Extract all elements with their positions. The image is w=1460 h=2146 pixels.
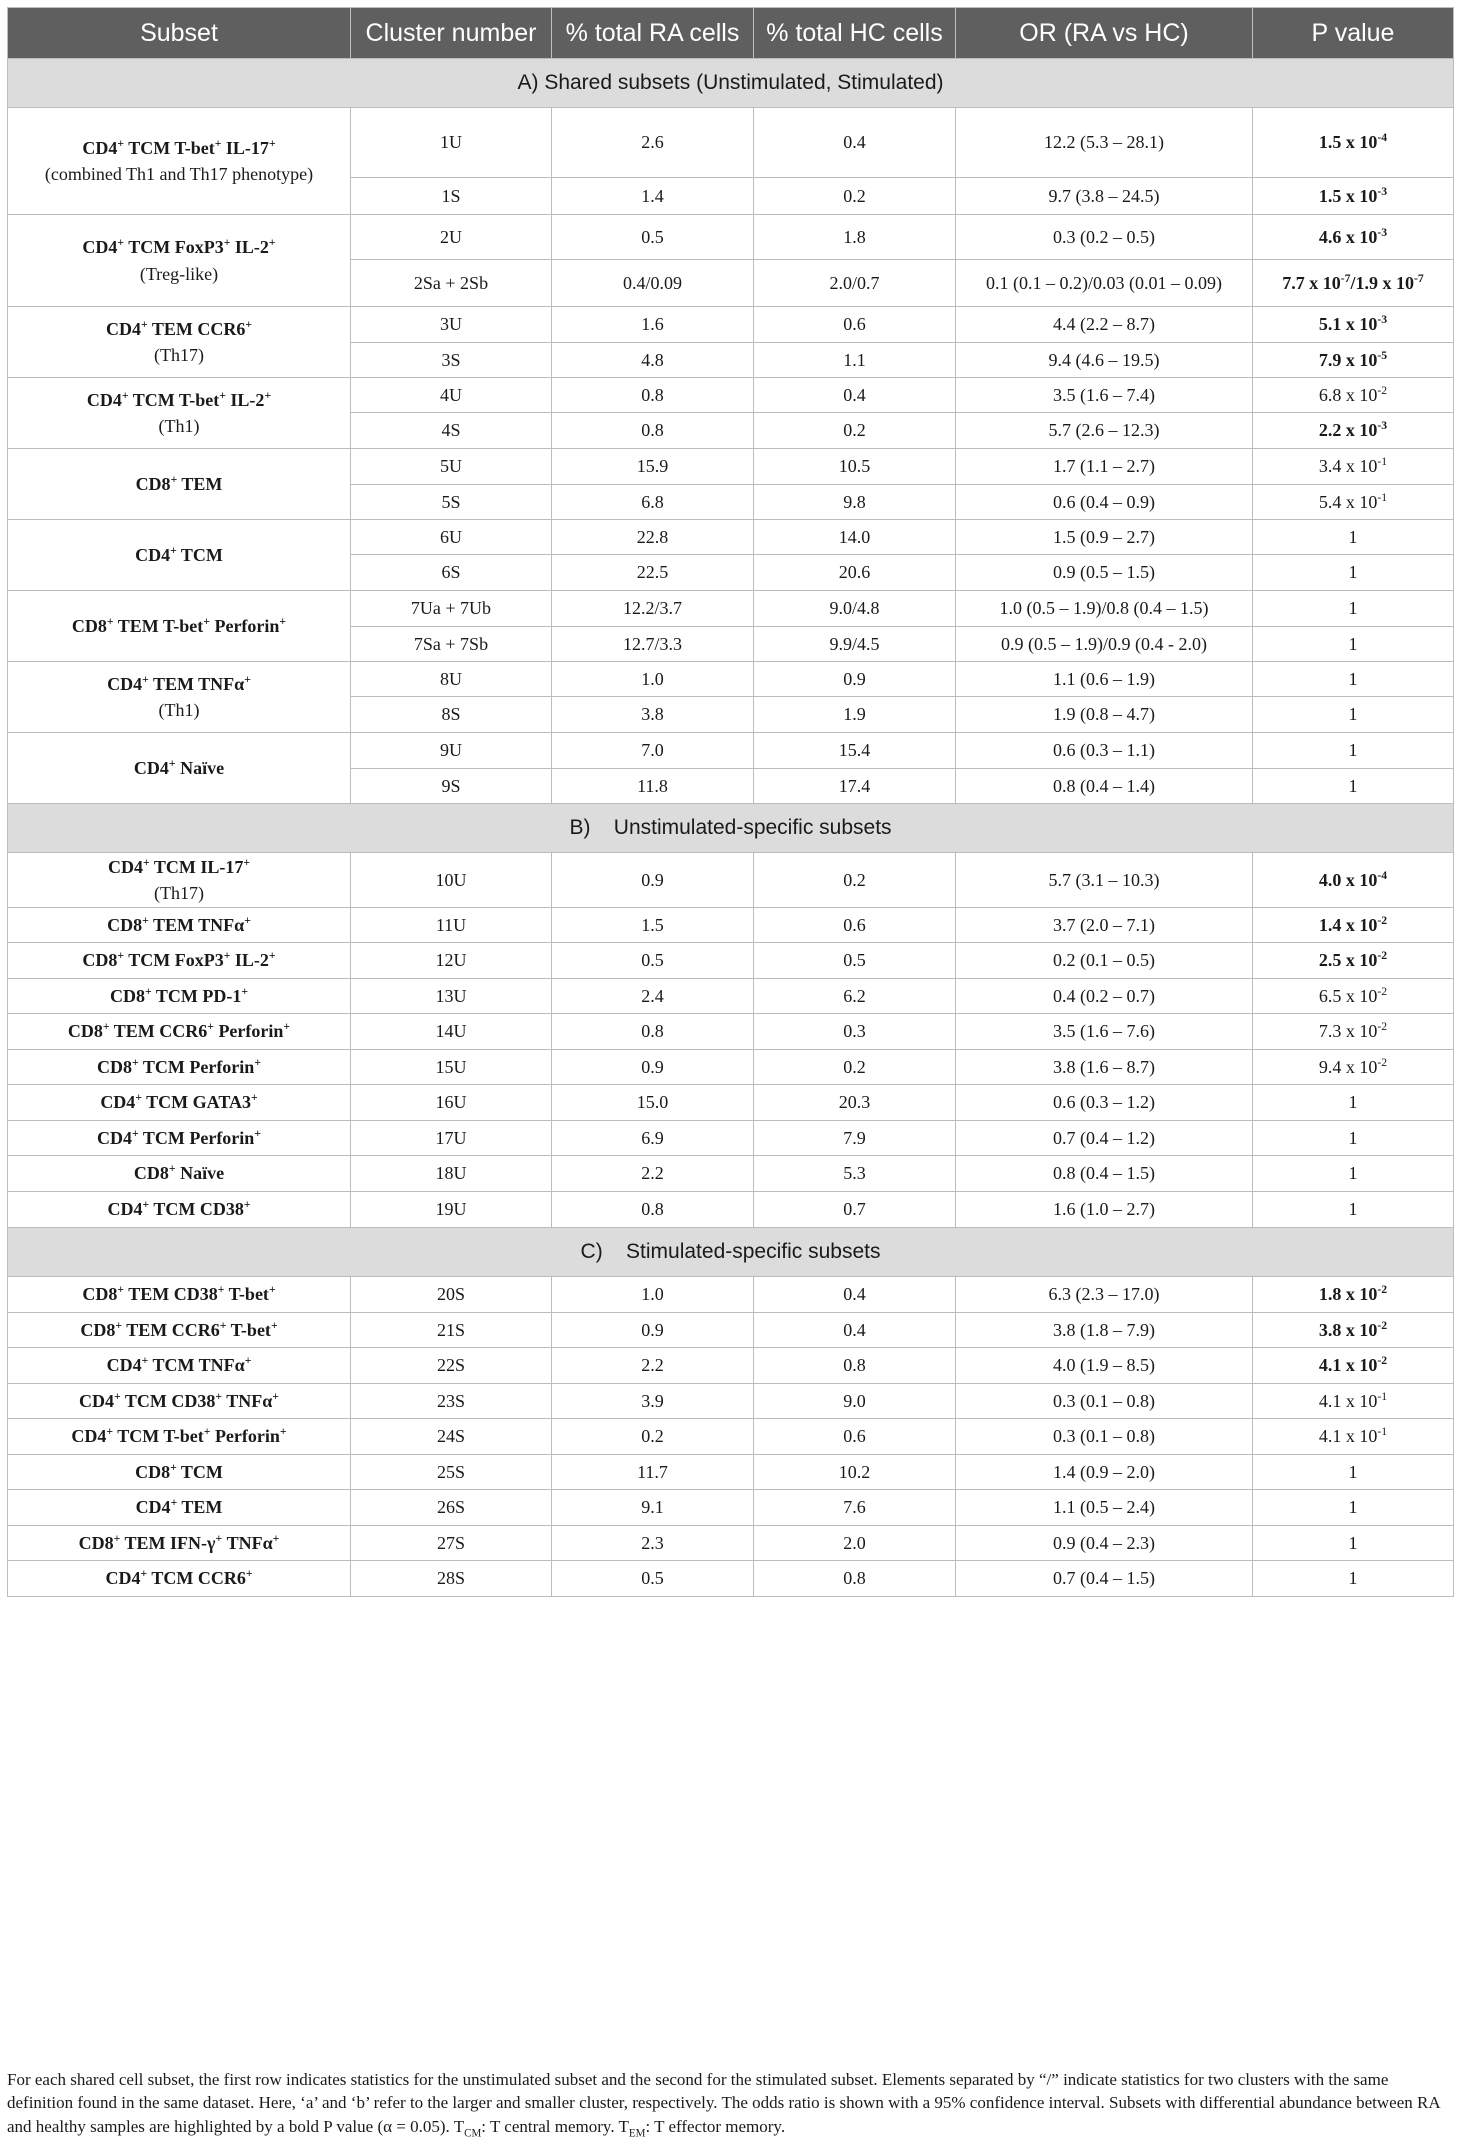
odds-ratio-cell: 1.7 (1.1 – 2.7) xyxy=(956,449,1253,485)
ra-percent-cell: 2.2 xyxy=(552,1348,754,1384)
col-header-p: P value xyxy=(1253,8,1454,59)
odds-ratio-cell: 1.5 (0.9 – 2.7) xyxy=(956,520,1253,555)
section-header-row xyxy=(8,59,1454,108)
p-value-cell: 4.6 x $10^{-3}$ xyxy=(1253,215,1454,260)
hc-percent-cell: 6.2 xyxy=(754,979,956,1014)
p-value-cell: 1 xyxy=(1253,520,1454,555)
hc-percent-cell: 9.8 xyxy=(754,485,956,520)
ra-percent-cell: 11.7 xyxy=(552,1455,754,1490)
hc-percent-cell: 9.0 xyxy=(754,1384,956,1419)
p-value-cell: 2.5 x $10^{-2}$ xyxy=(1253,943,1454,979)
table-row xyxy=(8,1121,1454,1156)
odds-ratio-cell: 0.1 (0.1 – 0.2)/0.03 (0.01 – 0.09) xyxy=(956,260,1253,307)
subset-name: CD8+ TEM xyxy=(135,472,223,494)
hc-percent-cell: 1.1 xyxy=(754,343,956,378)
cluster-number-cell: 8S xyxy=(351,697,552,733)
ra-percent-cell: 15.0 xyxy=(552,1085,754,1121)
subset-name: CD4+ TCM Perforin+ xyxy=(97,1126,261,1148)
hc-percent-cell: 0.4 xyxy=(754,378,956,413)
cluster-number-cell: 4S xyxy=(351,413,552,449)
section-title: A) Shared subsets (Unstimulated, Stimulated) xyxy=(8,59,1454,108)
hc-percent-cell: 20.6 xyxy=(754,555,956,591)
table-row xyxy=(8,943,1454,979)
table-row xyxy=(8,1419,1454,1455)
section-header-row xyxy=(8,1228,1454,1277)
hc-percent-cell: 5.3 xyxy=(754,1156,956,1192)
odds-ratio-cell: 0.8 (0.4 – 1.4) xyxy=(956,769,1253,804)
table-row xyxy=(8,1192,1454,1228)
table-row xyxy=(8,662,1454,697)
cluster-number-cell: 25S xyxy=(351,1455,552,1490)
odds-ratio-cell: 5.7 (3.1 – 10.3) xyxy=(956,853,1253,908)
cluster-number-cell: 20S xyxy=(351,1277,552,1313)
subset-name: CD4+ TCM T-bet+ IL-2+ xyxy=(86,388,272,410)
hc-percent-cell: 9.0/4.8 xyxy=(754,591,956,627)
p-value-cell: 1 xyxy=(1253,1490,1454,1526)
subset-cell xyxy=(8,943,351,979)
p-value-cell: 3.8 x $10^{-2}$ xyxy=(1253,1313,1454,1348)
subset-name: CD8+ TEM IFN-γ+ TNFα+ xyxy=(78,1531,280,1553)
cluster-number-cell: 28S xyxy=(351,1561,552,1597)
subset-name: CD8+ TEM CCR6+ T-bet+ xyxy=(80,1318,278,1340)
ra-percent-cell: 6.8 xyxy=(552,485,754,520)
odds-ratio-cell: 3.5 (1.6 – 7.6) xyxy=(956,1014,1253,1050)
ra-percent-cell: 12.7/3.3 xyxy=(552,627,754,662)
p-value-cell: 4.1 x $10^{-1}$ xyxy=(1253,1419,1454,1455)
table-row xyxy=(8,1526,1454,1561)
subset-cell xyxy=(8,215,351,307)
table-row xyxy=(8,733,1454,769)
hc-percent-cell: 0.6 xyxy=(754,908,956,943)
subset-name: CD4+ TCM CD38+ xyxy=(107,1198,251,1220)
p-value-cell: 1 xyxy=(1253,733,1454,769)
table-row xyxy=(8,1348,1454,1384)
ra-percent-cell: 3.9 xyxy=(552,1384,754,1419)
p-value-cell: 1 xyxy=(1253,591,1454,627)
cluster-number-cell: 22S xyxy=(351,1348,552,1384)
cluster-number-cell: 2Sa + 2Sb xyxy=(351,260,552,307)
subset-name: CD4+ TCM GATA3+ xyxy=(100,1091,258,1113)
subset-name: CD8+ TEM TNFα+ xyxy=(107,913,251,935)
table-row xyxy=(8,378,1454,413)
subset-name: CD8+ TEM T-bet+ Perforin+ xyxy=(71,614,287,636)
cluster-number-cell: 3S xyxy=(351,343,552,378)
ra-percent-cell: 11.8 xyxy=(552,769,754,804)
cluster-number-cell: 21S xyxy=(351,1313,552,1348)
p-value-cell: 1 xyxy=(1253,1121,1454,1156)
cluster-number-cell: 5S xyxy=(351,485,552,520)
cluster-number-cell: 6U xyxy=(351,520,552,555)
hc-percent-cell: 0.3 xyxy=(754,1014,956,1050)
cluster-number-cell: 9S xyxy=(351,769,552,804)
p-value-cell: 1 xyxy=(1253,1085,1454,1121)
subset-cell xyxy=(8,979,351,1014)
hc-percent-cell: 1.8 xyxy=(754,215,956,260)
subset-name: CD8+ TCM FoxP3+ IL-2+ xyxy=(82,949,276,971)
p-value-cell: 1 xyxy=(1253,1192,1454,1228)
ra-percent-cell: 0.9 xyxy=(552,853,754,908)
p-value-cell: 1 xyxy=(1253,1455,1454,1490)
section-header-row xyxy=(8,804,1454,853)
table-row xyxy=(8,1561,1454,1597)
ra-percent-cell: 0.5 xyxy=(552,215,754,260)
subset-name: CD8+ TCM xyxy=(135,1460,223,1482)
p-value-cell: 1 xyxy=(1253,662,1454,697)
p-value-cell: 1 xyxy=(1253,555,1454,591)
subset-name: CD4+ TEM CCR6+ xyxy=(105,317,253,339)
cluster-number-cell: 27S xyxy=(351,1526,552,1561)
subset-note: (Th17) xyxy=(154,345,204,365)
odds-ratio-cell: 1.0 (0.5 – 1.9)/0.8 (0.4 – 1.5) xyxy=(956,591,1253,627)
hc-percent-cell: 0.2 xyxy=(754,1050,956,1085)
subset-cell xyxy=(8,1490,351,1526)
odds-ratio-cell: 0.9 (0.4 – 2.3) xyxy=(956,1526,1253,1561)
p-value-cell: 1.5 x $10^{-3}$ xyxy=(1253,178,1454,215)
table-row xyxy=(8,1455,1454,1490)
hc-percent-cell: 0.4 xyxy=(754,1313,956,1348)
p-value-cell: 5.4 x $10^{-1}$ xyxy=(1253,485,1454,520)
cluster-number-cell: 19U xyxy=(351,1192,552,1228)
subset-note: (Treg-like) xyxy=(139,263,219,284)
subset-name: CD4+ TCM T-bet+ IL-17+ xyxy=(82,136,276,158)
subset-name: CD4+ TCM CD38+ TNFα+ xyxy=(79,1389,279,1411)
odds-ratio-cell: 0.4 (0.2 – 0.7) xyxy=(956,979,1253,1014)
hc-percent-cell: 0.6 xyxy=(754,307,956,343)
odds-ratio-cell: 1.6 (1.0 – 2.7) xyxy=(956,1192,1253,1228)
cluster-number-cell: 14U xyxy=(351,1014,552,1050)
cluster-number-cell: 8U xyxy=(351,662,552,697)
subset-cell xyxy=(8,733,351,804)
subset-cell xyxy=(8,108,351,215)
ra-percent-cell: 1.5 xyxy=(552,908,754,943)
odds-ratio-cell: 9.7 (3.8 – 24.5) xyxy=(956,178,1253,215)
ra-percent-cell: 0.8 xyxy=(552,413,754,449)
subset-cell xyxy=(8,853,351,908)
table-row xyxy=(8,979,1454,1014)
odds-ratio-cell: 0.7 (0.4 – 1.2) xyxy=(956,1121,1253,1156)
subset-cell xyxy=(8,1277,351,1313)
p-value-cell: 4.1 x $10^{-2}$ xyxy=(1253,1348,1454,1384)
cluster-number-cell: 11U xyxy=(351,908,552,943)
odds-ratio-cell: 0.9 (0.5 – 1.5) xyxy=(956,555,1253,591)
table-row xyxy=(8,1085,1454,1121)
p-value-cell: 1.5 x $10^{-4}$ xyxy=(1253,108,1454,178)
table-row xyxy=(8,307,1454,343)
ra-percent-cell: 9.1 xyxy=(552,1490,754,1526)
cluster-number-cell: 10U xyxy=(351,853,552,908)
cluster-number-cell: 15U xyxy=(351,1050,552,1085)
subset-note: (Th17) xyxy=(154,883,204,903)
subset-name: CD4+ TCM FoxP3+ IL-2+ xyxy=(82,236,276,258)
ra-percent-cell: 1.6 xyxy=(552,307,754,343)
subset-note: (combined Th1 and Th17 phenotype) xyxy=(44,164,314,184)
table-row xyxy=(8,1050,1454,1085)
table-row xyxy=(8,449,1454,485)
hc-percent-cell: 7.9 xyxy=(754,1121,956,1156)
ra-percent-cell: 0.8 xyxy=(552,1192,754,1228)
p-value-cell: 9.4 x $10^{-2}$ xyxy=(1253,1050,1454,1085)
table-body xyxy=(8,59,1454,1597)
table-row xyxy=(8,1490,1454,1526)
hc-percent-cell: 0.7 xyxy=(754,1192,956,1228)
cluster-number-cell: 2U xyxy=(351,215,552,260)
hc-percent-cell: 2.0/0.7 xyxy=(754,260,956,307)
odds-ratio-cell: 0.3 (0.2 – 0.5) xyxy=(956,215,1253,260)
subset-cell xyxy=(8,520,351,591)
ra-percent-cell: 0.9 xyxy=(552,1050,754,1085)
hc-percent-cell: 0.8 xyxy=(754,1561,956,1597)
subset-name: CD4+ TEM xyxy=(135,1496,223,1518)
cluster-number-cell: 1U xyxy=(351,108,552,178)
cluster-number-cell: 23S xyxy=(351,1384,552,1419)
odds-ratio-cell: 0.7 (0.4 – 1.5) xyxy=(956,1561,1253,1597)
p-value-cell: 1 xyxy=(1253,1561,1454,1597)
hc-percent-cell: 15.4 xyxy=(754,733,956,769)
ra-percent-cell: 7.0 xyxy=(552,733,754,769)
hc-percent-cell: 1.9 xyxy=(754,697,956,733)
odds-ratio-cell: 3.5 (1.6 – 7.4) xyxy=(956,378,1253,413)
odds-ratio-cell: 5.7 (2.6 – 12.3) xyxy=(956,413,1253,449)
hc-percent-cell: 0.2 xyxy=(754,853,956,908)
table-footnote: For each shared cell subset, the first row indicates statistics for the unstimulated subset and the second for the stimulated subset. Elements separated by “/” indicate statistics for two clusters with the same definition found in the same dataset. Here, ‘a’ and ‘b’ refer to the larger and smaller cluster, respectively. The odds ratio is shown with a 95% confidence interval. Subsets with differential abundance between RA and healthy samples are highlighted by a bold P value (α = 0.05). $T_{CM}$: T central memory. $T_{EM}$: T effector memory. xyxy=(7,2070,1440,2140)
subset-name: CD8+ TCM Perforin+ xyxy=(97,1055,261,1077)
p-value-cell: 1 xyxy=(1253,1156,1454,1192)
p-value-cell: 7.7 x $10^{-7}/1.9$ x $10^{-7}$ xyxy=(1253,260,1454,307)
section-title: B) Unstimulated-specific subsets xyxy=(8,804,1454,853)
odds-ratio-cell: 0.3 (0.1 – 0.8) xyxy=(956,1384,1253,1419)
table-row xyxy=(8,520,1454,555)
odds-ratio-cell: 0.2 (0.1 – 0.5) xyxy=(956,943,1253,979)
col-header-cluster: Cluster number xyxy=(351,8,552,59)
p-value-cell: 4.1 x $10^{-1}$ xyxy=(1253,1384,1454,1419)
subset-cell xyxy=(8,662,351,733)
ra-percent-cell: 0.5 xyxy=(552,943,754,979)
subset-cell xyxy=(8,1348,351,1384)
odds-ratio-cell: 0.9 (0.5 – 1.9)/0.9 (0.4 - 2.0) xyxy=(956,627,1253,662)
subset-cell xyxy=(8,1192,351,1228)
subset-cell xyxy=(8,1455,351,1490)
subset-name: CD4+ TCM CCR6+ xyxy=(105,1567,253,1589)
odds-ratio-cell: 4.0 (1.9 – 8.5) xyxy=(956,1348,1253,1384)
p-value-cell: 6.8 x $10^{-2}$ xyxy=(1253,378,1454,413)
cluster-number-cell: 6S xyxy=(351,555,552,591)
odds-ratio-cell: 1.1 (0.6 – 1.9) xyxy=(956,662,1253,697)
subset-cell xyxy=(8,1156,351,1192)
ra-percent-cell: 2.3 xyxy=(552,1526,754,1561)
col-header-subset: Subset xyxy=(8,8,351,59)
hc-percent-cell: 10.5 xyxy=(754,449,956,485)
cluster-number-cell: 13U xyxy=(351,979,552,1014)
odds-ratio-cell: 0.6 (0.3 – 1.2) xyxy=(956,1085,1253,1121)
p-value-cell: 1 xyxy=(1253,1526,1454,1561)
cluster-number-cell: 7Sa + 7Sb xyxy=(351,627,552,662)
hc-percent-cell: 0.4 xyxy=(754,1277,956,1313)
ra-percent-cell: 22.8 xyxy=(552,520,754,555)
hc-percent-cell: 20.3 xyxy=(754,1085,956,1121)
p-value-cell: 2.2 x $10^{-3}$ xyxy=(1253,413,1454,449)
subset-cell xyxy=(8,1526,351,1561)
cluster-number-cell: 26S xyxy=(351,1490,552,1526)
ra-percent-cell: 0.9 xyxy=(552,1313,754,1348)
p-value-cell: 1.4 x $10^{-2}$ xyxy=(1253,908,1454,943)
subset-cell xyxy=(8,1085,351,1121)
subset-name: CD4+ TCM T-bet+ Perforin+ xyxy=(71,1425,287,1447)
table-row xyxy=(8,908,1454,943)
p-value-cell: 6.5 x $10^{-2}$ xyxy=(1253,979,1454,1014)
odds-ratio-cell: 3.8 (1.8 – 7.9) xyxy=(956,1313,1253,1348)
table-row xyxy=(8,591,1454,627)
cluster-number-cell: 24S xyxy=(351,1419,552,1455)
ra-percent-cell: 0.4/0.09 xyxy=(552,260,754,307)
cluster-number-cell: 7Ua + 7Ub xyxy=(351,591,552,627)
hc-percent-cell: 0.9 xyxy=(754,662,956,697)
p-value-cell: 1 xyxy=(1253,627,1454,662)
hc-percent-cell: 9.9/4.5 xyxy=(754,627,956,662)
odds-ratio-cell: 0.3 (0.1 – 0.8) xyxy=(956,1419,1253,1455)
cluster-statistics-table xyxy=(7,7,1454,1597)
cluster-number-cell: 5U xyxy=(351,449,552,485)
p-value-cell: 1 xyxy=(1253,697,1454,733)
ra-percent-cell: 0.2 xyxy=(552,1419,754,1455)
p-value-cell: 5.1 x $10^{-3}$ xyxy=(1253,307,1454,343)
subset-cell xyxy=(8,378,351,449)
subset-name: CD4+ TEM TNFα+ xyxy=(107,672,251,694)
hc-percent-cell: 0.4 xyxy=(754,108,956,178)
ra-percent-cell: 1.4 xyxy=(552,178,754,215)
cluster-number-cell: 1S xyxy=(351,178,552,215)
cluster-number-cell: 17U xyxy=(351,1121,552,1156)
odds-ratio-cell: 3.7 (2.0 – 7.1) xyxy=(956,908,1253,943)
subset-name: CD8+ TEM CCR6+ Perforin+ xyxy=(67,1020,291,1042)
hc-percent-cell: 0.8 xyxy=(754,1348,956,1384)
p-value-cell: 7.3 x $10^{-2}$ xyxy=(1253,1014,1454,1050)
odds-ratio-cell: 0.8 (0.4 – 1.5) xyxy=(956,1156,1253,1192)
hc-percent-cell: 14.0 xyxy=(754,520,956,555)
cluster-number-cell: 12U xyxy=(351,943,552,979)
cluster-number-cell: 3U xyxy=(351,307,552,343)
odds-ratio-cell: 1.4 (0.9 – 2.0) xyxy=(956,1455,1253,1490)
subset-cell xyxy=(8,1050,351,1085)
hc-percent-cell: 0.6 xyxy=(754,1419,956,1455)
ra-percent-cell: 22.5 xyxy=(552,555,754,591)
odds-ratio-cell: 12.2 (5.3 – 28.1) xyxy=(956,108,1253,178)
subset-name: CD8+ TCM PD-1+ xyxy=(109,984,248,1006)
subset-cell xyxy=(8,1419,351,1455)
cluster-number-cell: 4U xyxy=(351,378,552,413)
odds-ratio-cell: 3.8 (1.6 – 8.7) xyxy=(956,1050,1253,1085)
odds-ratio-cell: 4.4 (2.2 – 8.7) xyxy=(956,307,1253,343)
col-header-hc: % total HC cells xyxy=(754,8,956,59)
subset-cell xyxy=(8,1313,351,1348)
subset-cell xyxy=(8,591,351,662)
cluster-number-cell: 9U xyxy=(351,733,552,769)
p-value-cell: 3.4 x $10^{-1}$ xyxy=(1253,449,1454,485)
table-row xyxy=(8,108,1454,178)
odds-ratio-cell: 9.4 (4.6 – 19.5) xyxy=(956,343,1253,378)
subset-name: CD4+ TCM IL-17+ xyxy=(107,855,251,877)
col-header-or: OR (RA vs HC) xyxy=(956,8,1253,59)
ra-percent-cell: 2.2 xyxy=(552,1156,754,1192)
hc-percent-cell: 7.6 xyxy=(754,1490,956,1526)
table-row xyxy=(8,215,1454,260)
ra-percent-cell: 12.2/3.7 xyxy=(552,591,754,627)
subset-cell xyxy=(8,908,351,943)
hc-percent-cell: 0.2 xyxy=(754,178,956,215)
odds-ratio-cell: 1.1 (0.5 – 2.4) xyxy=(956,1490,1253,1526)
ra-percent-cell: 4.8 xyxy=(552,343,754,378)
ra-percent-cell: 1.0 xyxy=(552,1277,754,1313)
subset-name: CD4+ TCM TNFα+ xyxy=(106,1354,252,1376)
subset-cell xyxy=(8,307,351,378)
table-row xyxy=(8,853,1454,908)
p-value-cell: 1.8 x $10^{-2}$ xyxy=(1253,1277,1454,1313)
section-title: C) Stimulated-specific subsets xyxy=(8,1228,1454,1277)
subset-name: CD8+ TEM CD38+ T-bet+ xyxy=(82,1283,276,1305)
ra-percent-cell: 0.5 xyxy=(552,1561,754,1597)
subset-name: CD4+ Naïve xyxy=(133,756,225,778)
subset-cell xyxy=(8,449,351,520)
table-row xyxy=(8,1384,1454,1419)
subset-name: CD8+ Naïve xyxy=(133,1162,225,1184)
ra-percent-cell: 2.6 xyxy=(552,108,754,178)
subset-name: CD4+ TCM xyxy=(135,543,223,565)
p-value-cell: 7.9 x $10^{-5}$ xyxy=(1253,343,1454,378)
subset-cell xyxy=(8,1121,351,1156)
subset-cell xyxy=(8,1014,351,1050)
table-row xyxy=(8,1014,1454,1050)
odds-ratio-cell: 0.6 (0.4 – 0.9) xyxy=(956,485,1253,520)
ra-percent-cell: 2.4 xyxy=(552,979,754,1014)
header-row xyxy=(8,8,1454,59)
table-row xyxy=(8,1313,1454,1348)
hc-percent-cell: 17.4 xyxy=(754,769,956,804)
ra-percent-cell: 6.9 xyxy=(552,1121,754,1156)
ra-percent-cell: 1.0 xyxy=(552,662,754,697)
subset-note: (Th1) xyxy=(158,700,200,720)
table-row xyxy=(8,1156,1454,1192)
cluster-number-cell: 18U xyxy=(351,1156,552,1192)
hc-percent-cell: 2.0 xyxy=(754,1526,956,1561)
results-table-container xyxy=(7,7,1453,1597)
odds-ratio-cell: 0.6 (0.3 – 1.1) xyxy=(956,733,1253,769)
table-row xyxy=(8,1277,1454,1313)
odds-ratio-cell: 1.9 (0.8 – 4.7) xyxy=(956,697,1253,733)
subset-cell xyxy=(8,1384,351,1419)
p-value-cell: 4.0 x $10^{-4}$ xyxy=(1253,853,1454,908)
ra-percent-cell: 0.8 xyxy=(552,1014,754,1050)
subset-note: (Th1) xyxy=(158,416,200,436)
odds-ratio-cell: 6.3 (2.3 – 17.0) xyxy=(956,1277,1253,1313)
ra-percent-cell: 15.9 xyxy=(552,449,754,485)
p-value-cell: 1 xyxy=(1253,769,1454,804)
ra-percent-cell: 0.8 xyxy=(552,378,754,413)
hc-percent-cell: 10.2 xyxy=(754,1455,956,1490)
col-header-ra: % total RA cells xyxy=(552,8,754,59)
subset-cell xyxy=(8,1561,351,1597)
cluster-number-cell: 16U xyxy=(351,1085,552,1121)
hc-percent-cell: 0.5 xyxy=(754,943,956,979)
hc-percent-cell: 0.2 xyxy=(754,413,956,449)
ra-percent-cell: 3.8 xyxy=(552,697,754,733)
